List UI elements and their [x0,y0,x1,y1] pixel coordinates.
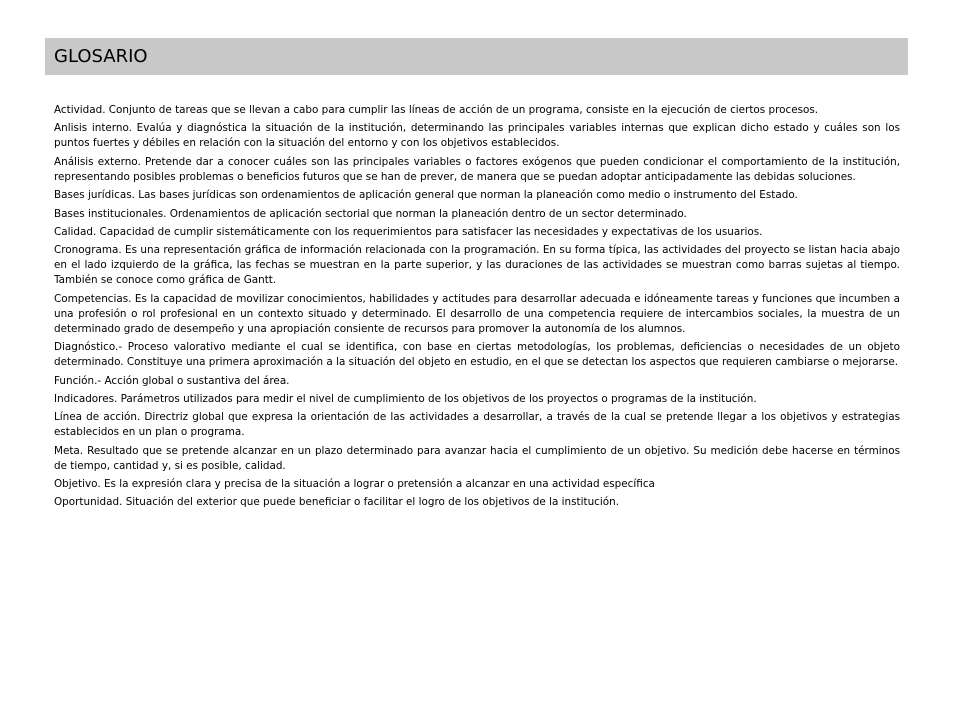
glossary-entry-competencias: Competencias. Es la capacidad de movilizar conocimientos, habilidades y actitudes para desarrollar adecuada e idóneamente tareas y funciones que incumben a una profesión o rol profesional en un contexto situado y determinado. El desarrollo de una competencia requiere de intercambios sociales, la muestra de un determinado grado de desempeño y una apropiación consiente de recursos para promover la autonomía de los alumnos. [54,292,900,335]
glossary-entry-bases-juridicas: Bases jurídicas. Las bases jurídicas son ordenamientos de aplicación general que norman la planeación como medio o instrumento del Estado. [54,189,798,202]
glossary-entry-meta: Meta. Resultado que se pretende alcanzar en un plazo determinado para avanzar hacia el cumplimiento de un objetivo. Su medición debe hacerse en términos de tiempo, cantidad y, si es posible, calidad. [54,444,900,472]
glossary-entry-oportunidad: Oportunidad. Situación del exterior que puede beneficiar o facilitar el logro de los objetivos de la institución. [54,496,620,509]
glossary-entry-diagnostico: Diagnóstico.- Proceso valorativo mediante el cual se identifica, con base en ciertas metodologías, los problemas, deficiencias o necesidades de un objeto determinado. Constituye una primera aproximación a la situación del objeto en estudio, en el que se detectan los aspectos que requieren cambiarse o mejorarse. [54,341,900,369]
glossary-entry-analisis-interno: Anlisis interno. Evalúa y diagnóstica la situación de la institución, determinando las principales variables internas que explican dicho estado y cuáles son los puntos fuertes y débiles en relación con la situación del entorno y con los objetivos establecidos. [54,122,900,150]
page-title: GLOSARIO [54,46,148,67]
glossary-entry-cronograma: Cronograma. Es una representación gráfica de información relacionada con la programación. En su forma típica, las actividades del proyecto se listan hacia abajo en el lado izquierdo de la gráfica, las fechas se muestran en la parte superior, y las duraciones de las actividades se muestran como barras sujetas al tiempo. También se conoce como gráfica de Gantt. [54,244,900,287]
glossary-list [54,103,900,514]
glossary-entry-funcion: Función.- Acción global o sustantiva del área. [54,374,290,387]
glossary-entry-objetivo: Objetivo. Es la expresión clara y precisa de la situación a lograr o pretensión a alcanzar en una actividad específica [54,478,655,491]
glossary-entry-bases-institucionales: Bases institucionales. Ordenamientos de aplicación sectorial que norman la planeación dentro de un sector determinado. [54,207,687,220]
glossary-entry-analisis-externo: Análisis externo. Pretende dar a conocer cuáles son las principales variables o factores exógenos que pueden condicionar el comportamiento de la institución, representando posibles problemas o beneficios futuros que se han de prever, de manera que se puedan adoptar anticipadamente las debidas soluciones. [54,155,900,183]
glossary-entry-actividad: Actividad. Conjunto de tareas que se llevan a cabo para cumplir las líneas de acción de un programa, consiste en la ejecución de ciertos procesos. [54,104,819,116]
title-bar [45,38,908,75]
glossary-entry-calidad: Calidad. Capacidad de cumplir sistemáticamente con los requerimientos para satisfacer las necesidades y expectativas de los usuarios. [54,225,763,238]
glossary-entry-linea-de-accion: Línea de acción. Directriz global que expresa la orientación de las actividades a desarrollar, a través de la cual se pretende llegar a los objetivos y estrategias establecidos en un plan o programa. [54,411,900,439]
glossary-entry-indicadores: Indicadores. Parámetros utilizados para medir el nivel de cumplimiento de los objetivos de los proyectos o programas de la institución. [54,392,757,405]
